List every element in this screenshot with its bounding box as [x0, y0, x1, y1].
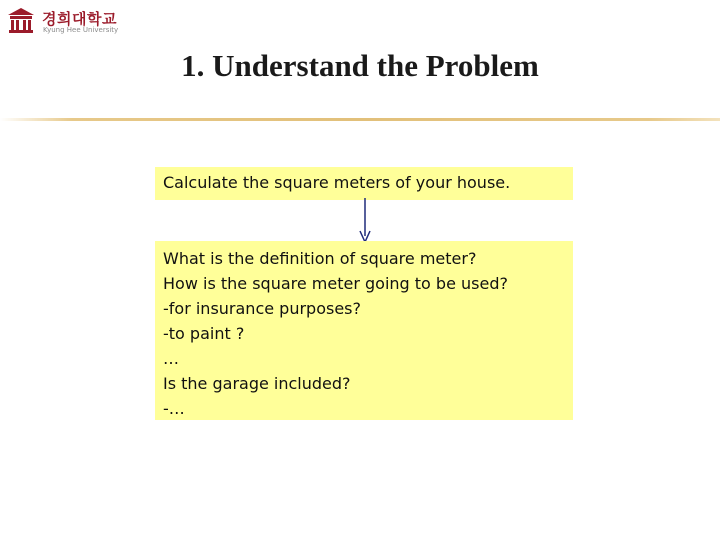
question-line: … [163, 349, 179, 368]
problem-box: Calculate the square meters of your house. [155, 167, 573, 200]
slide-title: 1. Understand the Problem [181, 48, 539, 83]
question-line: How is the square meter going to be used? [163, 274, 508, 293]
arrow-down-icon [355, 198, 375, 244]
logo-korean-text: 경희대학교 [42, 10, 117, 28]
question-line: What is the definition of square meter? [163, 249, 477, 268]
university-emblem-icon [6, 6, 36, 34]
logo-english-text: Kyung Hee University [43, 26, 119, 34]
question-line: Is the garage included? [163, 374, 351, 393]
question-line: -for insurance purposes? [163, 299, 361, 318]
question-line: -… [163, 399, 185, 418]
question-line: -to paint ? [163, 324, 245, 343]
questions-box [155, 241, 573, 420]
title-divider [0, 118, 720, 121]
university-logo [6, 6, 126, 36]
